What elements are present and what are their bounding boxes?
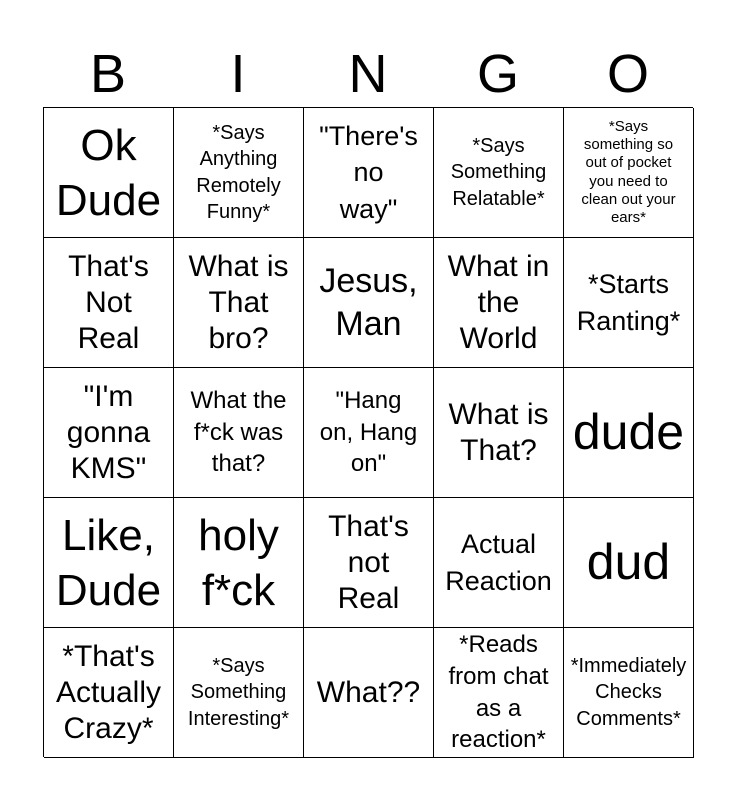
cell-text: What the f*ck was that?: [190, 386, 287, 478]
cell-text: *Says Something Interesting*: [187, 654, 290, 730]
bingo-cell[interactable]: [564, 628, 694, 758]
header-letter-o: O: [606, 44, 649, 104]
cell-text: Actual Reaction: [445, 529, 552, 596]
cell-text: dud: [586, 534, 671, 590]
cell-text: What is That bro?: [188, 249, 289, 355]
bingo-cell[interactable]: [304, 498, 434, 628]
cell-text: What in the World: [447, 249, 550, 355]
bingo-cell[interactable]: [44, 498, 174, 628]
cell-text: *That's Actually Crazy*: [55, 639, 162, 745]
cell-text: *Immediately Checks Comments*: [570, 654, 687, 730]
bingo-cell[interactable]: [304, 628, 434, 758]
bingo-cell[interactable]: [174, 628, 304, 758]
header-letter-n: N: [348, 44, 388, 104]
bingo-cell[interactable]: [434, 498, 564, 628]
cell-text: Jesus, Man: [319, 262, 418, 343]
bingo-cell[interactable]: [174, 108, 304, 238]
bingo-cell[interactable]: [434, 628, 564, 758]
bingo-cell[interactable]: [304, 238, 434, 368]
cell-text: "Hang on, Hang on": [319, 386, 418, 478]
bingo-cell[interactable]: [564, 108, 694, 238]
bingo-cell[interactable]: [174, 498, 304, 628]
bingo-cell[interactable]: [564, 368, 694, 498]
bingo-cell[interactable]: [434, 238, 564, 368]
bingo-header: [43, 42, 693, 106]
bingo-cell[interactable]: [174, 368, 304, 498]
header-letter-i: I: [230, 44, 246, 104]
header-letter-b: B: [89, 44, 127, 104]
cell-text: *Says Anything Remotely Funny*: [196, 121, 281, 223]
cell-text: Ok Dude: [55, 120, 162, 225]
cell-text: *Says something so out of pocket you need to clean out your ears*: [581, 117, 676, 227]
bingo-cell[interactable]: [304, 368, 434, 498]
bingo-cell[interactable]: [564, 498, 694, 628]
cell-text: dude: [572, 404, 685, 460]
bingo-cell[interactable]: [44, 628, 174, 758]
header-letter-g: G: [476, 44, 519, 104]
cell-text: *Reads from chat as a reaction*: [448, 631, 549, 754]
cell-text: "There's no way": [319, 121, 418, 224]
bingo-cell[interactable]: [564, 238, 694, 368]
cell-text: Like, Dude: [55, 510, 162, 615]
bingo-cell[interactable]: [434, 368, 564, 498]
cell-text: *Says Something Relatable*: [450, 134, 547, 210]
cell-text: *Starts Ranting*: [576, 269, 681, 336]
bingo-cell[interactable]: [434, 108, 564, 238]
cell-text: That's not Real: [328, 509, 409, 615]
bingo-cell[interactable]: [44, 368, 174, 498]
cell-text: holy f*ck: [198, 510, 279, 615]
bingo-cell[interactable]: [174, 238, 304, 368]
bingo-cell[interactable]: [44, 238, 174, 368]
cell-text: What??: [316, 675, 421, 709]
cell-text: That's Not Real: [68, 249, 149, 355]
bingo-board: [43, 107, 693, 757]
bingo-cell[interactable]: [44, 108, 174, 238]
cell-text: What is That?: [448, 397, 549, 467]
bingo-cell[interactable]: [304, 108, 434, 238]
cell-text: "I'm gonna KMS": [66, 379, 151, 485]
